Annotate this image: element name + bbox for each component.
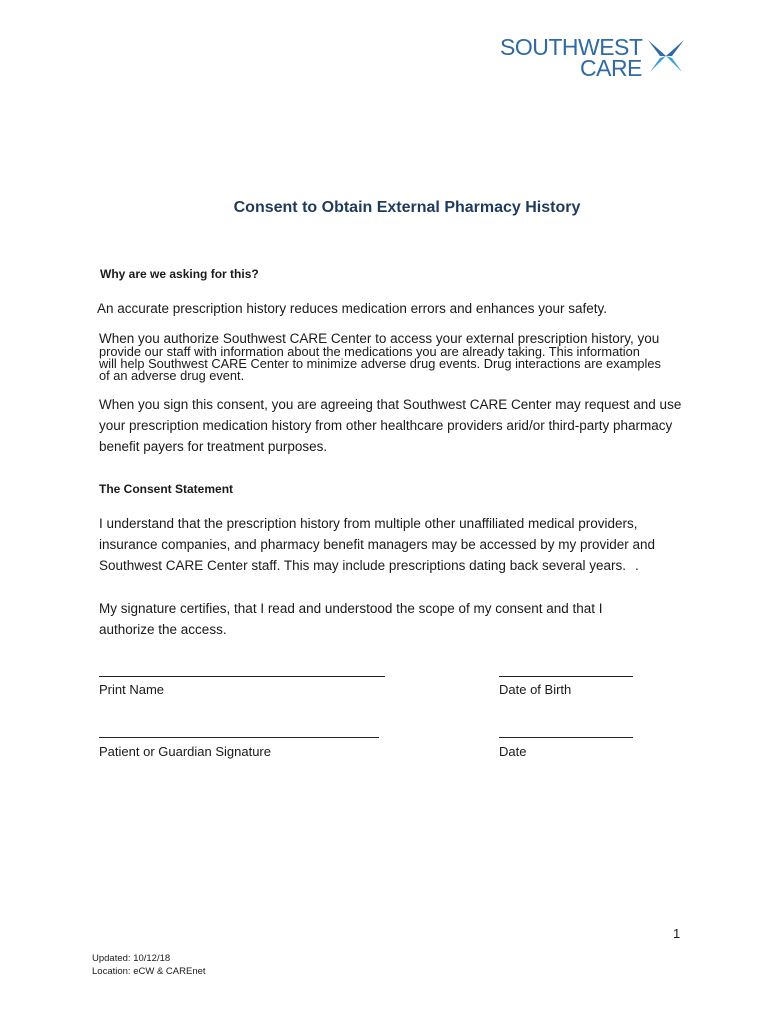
print-name-label: Print Name (99, 682, 165, 697)
southwest-care-logo (500, 34, 690, 80)
why-paragraph-3-line: your prescription medication history from other healthcare providers arid/or third-party pharmacy (99, 418, 673, 433)
signature-label: Patient or Guardian Signature (99, 744, 271, 759)
logo-text-care: CARE (580, 55, 642, 81)
why-paragraph-2 (99, 332, 699, 382)
why-paragraph-3 (99, 394, 719, 457)
why-paragraph-1: An accurate prescription history reduces medication errors and enhances your safety. (97, 301, 608, 316)
footer (92, 952, 206, 978)
footer-updated: Updated: 10/12/18 (92, 953, 171, 964)
why-paragraph-2-line: of an adverse drug event. (99, 368, 245, 383)
consent-heading: The Consent Statement (99, 482, 234, 496)
print-name-line[interactable] (99, 676, 385, 677)
consent-paragraph-2-line: authorize the access. (99, 622, 227, 637)
butterfly-logo-icon (646, 36, 686, 76)
why-paragraph-2-line: will help Southwest CARE Center to minimize adverse drug events. Drug interactions are examples (99, 356, 661, 371)
signature-line[interactable] (99, 737, 379, 738)
why-paragraph-3-line: When you sign this consent, you are agreeing that Southwest CARE Center may request and use (99, 397, 682, 412)
date-line[interactable] (499, 737, 633, 738)
why-paragraph-3-line: benefit payers for treatment purposes. (99, 439, 328, 454)
why-paragraph-2-line: provide our staff with information about the medications you are already taking. This information (99, 344, 640, 359)
page-number: 1 (673, 926, 681, 941)
consent-paragraph-1-line: insurance companies, and pharmacy benefit managers may be accessed by my provider and (99, 537, 656, 552)
footer-location: Location: eCW & CAREnet (92, 966, 206, 977)
why-paragraph-2-line: When you authorize Southwest CARE Center to access your external prescription history, you (99, 331, 660, 346)
date-label: Date (499, 744, 527, 759)
consent-paragraph-1 (99, 513, 719, 576)
date-of-birth-line[interactable] (499, 676, 633, 677)
consent-paragraph-1-line: I understand that the prescription history from multiple other unaffiliated medical providers, (99, 516, 638, 531)
consent-paragraph-1-line: Southwest CARE Center staff. This may include prescriptions dating back several years. (99, 558, 626, 573)
stray-period: . (635, 558, 639, 573)
consent-paragraph-2-line: My signature certifies, that I read and understood the scope of my consent and that I (99, 601, 603, 616)
document-title: Consent to Obtain External Pharmacy History (233, 199, 581, 216)
why-heading: Why are we asking for this? (100, 267, 259, 281)
date-of-birth-label: Date of Birth (499, 682, 572, 697)
logo-text-southwest: SOUTHWEST (500, 34, 643, 60)
consent-paragraph-2 (99, 598, 719, 640)
